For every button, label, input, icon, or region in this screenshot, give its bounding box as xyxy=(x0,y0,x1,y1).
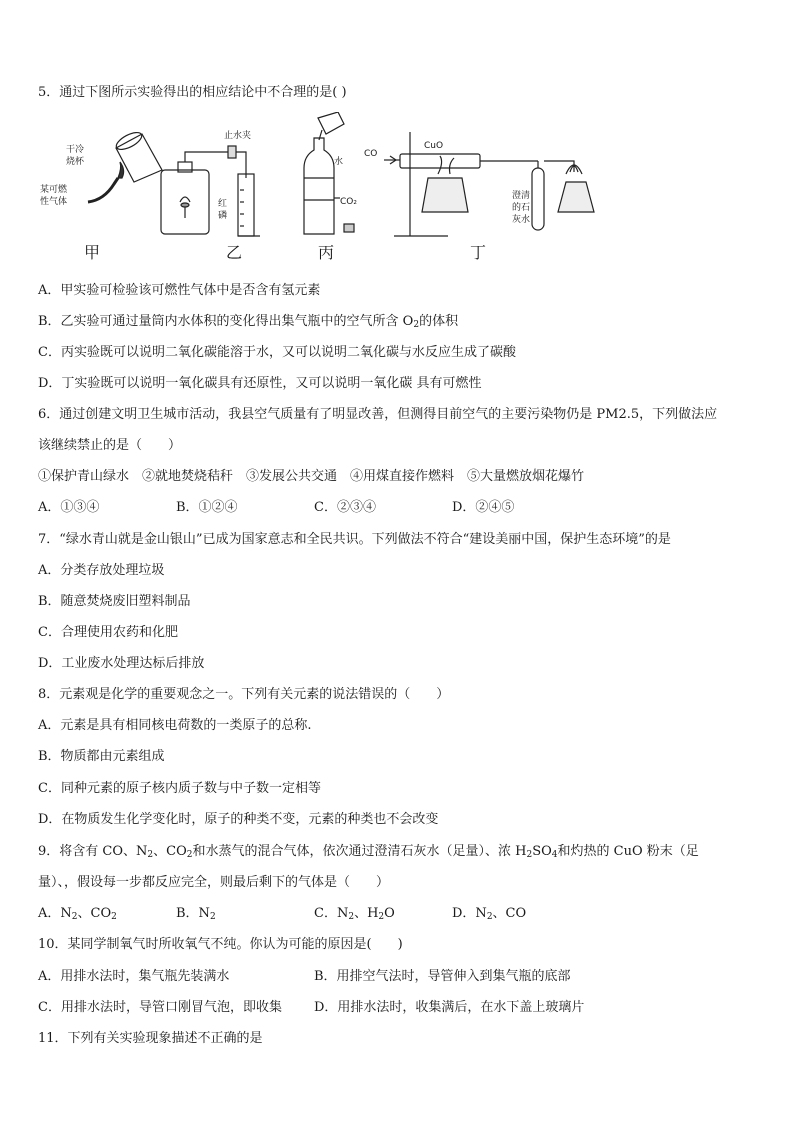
q6-option-b: B．①②④ xyxy=(176,500,238,515)
jar-apparatus-yi xyxy=(161,146,260,236)
q8-option-a: A．元素是具有相同核电荷数的一类原子的总称. xyxy=(38,718,312,733)
label-co: CO xyxy=(364,149,378,159)
label-co2: CO₂ xyxy=(340,197,357,207)
bottle-apparatus-bing xyxy=(304,112,354,234)
caption-ding: 丁 xyxy=(470,243,487,262)
q9-stem-line2: 量）、，假设每一步都反应完全，则最后剩下的气体是（ ） xyxy=(38,875,390,890)
q10-stem: 10．某同学制氧气时所收氧气不纯。你认为可能的原因是( ) xyxy=(38,937,403,952)
label-water: 水 xyxy=(334,157,344,167)
q9-stem-line1: 9．将含有 CO、$N_2$、$CO_2$和水蒸气的混合气体，依次通过澄清石灰水（足量）、浓 $H_2SO_4$和灼热的 CuO 粉末（足 xyxy=(38,844,699,860)
label-lime-1: 澄清 xyxy=(512,191,531,201)
q8-option-d: D．在物质发生化学变化时，原子的种类不变，元素的种类也不会改变 xyxy=(38,812,439,827)
q9-option-b: B．$N_2$ xyxy=(176,906,216,922)
q5-option-c: C．丙实验既可以说明二氧化碳能溶于水，又可以说明二氧化碳与水反应生成了碳酸 xyxy=(38,345,516,360)
tube-apparatus-ding xyxy=(384,132,594,236)
beaker-apparatus-jia xyxy=(88,129,162,202)
label-clamp: 止水夹 xyxy=(224,131,252,141)
q7-option-c: C．合理使用农药和化肥 xyxy=(38,625,178,640)
label-lime-2: 的石 xyxy=(512,203,531,213)
q5-option-a: A．甲实验可检验该可燃性气体中是否含有氢元素 xyxy=(38,283,321,298)
q8-option-b: B．物质都由元素组成 xyxy=(38,749,165,764)
label-gas-1: 某可燃 xyxy=(40,185,68,195)
caption-bing: 丙 xyxy=(318,243,335,262)
q7-option-d: D．工业废水处理达标后排放 xyxy=(38,656,205,671)
q6-option-a: A．①③④ xyxy=(38,500,100,515)
q9-option-d: D．$N_2$、CO xyxy=(452,906,527,922)
q9-option-a: A．$N_2$、$CO_2$ xyxy=(38,906,117,922)
q10-option-b: B．用排空气法时，导管伸入到集气瓶的底部 xyxy=(314,969,571,984)
q8-option-c: C．同种元素的原子核内质子数与中子数一定相等 xyxy=(38,781,321,796)
q6-stem-line1: 6．通过创建文明卫生城市活动，我县空气质量有了明显改善，但测得目前空气的主要污染物仍是 PM2.5，下列做法应 xyxy=(38,407,718,422)
q6-option-c: C．②③④ xyxy=(314,500,376,515)
label-cuo: CuO xyxy=(424,141,444,151)
q11-stem: 11．下列有关实验现象描述不正确的是 xyxy=(38,1031,263,1046)
q6-option-d: D．②④⑤ xyxy=(452,500,515,515)
q6-items: ①保护青山绿水 ②就地焚烧秸秆 ③发展公共交通 ④用煤直接作燃料 ⑤大量燃放烟花爆竹 xyxy=(38,469,585,484)
label-gas-2: 性气体 xyxy=(40,197,68,207)
label-phos-1: 红 xyxy=(218,199,228,209)
label-cold-beaker-2: 烧杯 xyxy=(66,157,85,167)
q5-stem: 5．通过下图所示实验得出的相应结论中不合理的是( ) xyxy=(38,85,347,100)
q8-stem: 8．元素观是化学的重要观念之一。下列有关元素的说法错误的（ ） xyxy=(38,687,450,702)
q10-option-c: C．用排水法时，导管口刚冒气泡，即收集 xyxy=(38,1000,282,1015)
q7-stem: 7．“绿水青山就是金山银山”已成为国家意志和全民共识。下列做法不符合“建设美丽中国，保护生态环境”的是 xyxy=(38,532,671,547)
q10-option-d: D．用排水法时，收集满后，在水下盖上玻璃片 xyxy=(314,1000,585,1015)
q7-option-a: A．分类存放处理垃圾 xyxy=(38,563,165,578)
label-lime-3: 灰水 xyxy=(512,215,531,225)
q5-option-d: D．丁实验既可以说明一氧化碳具有还原性，又可以说明一氧化碳 具有可燃性 xyxy=(38,376,482,391)
label-phos-2: 磷 xyxy=(218,211,228,221)
caption-jia: 甲 xyxy=(84,243,101,262)
q5-figure xyxy=(38,112,598,264)
q9-option-c: C．$N_2$、$H_2O$ xyxy=(314,906,395,922)
q6-stem-line2: 该继续禁止的是（ ） xyxy=(38,438,182,453)
q5-option-b: B．乙实验可通过量筒内水体积的变化得出集气瓶中的空气所含 $O_2$的体积 xyxy=(38,314,459,330)
q7-option-b: B．随意焚烧废旧塑料制品 xyxy=(38,594,191,609)
q10-option-a: A．用排水法时，集气瓶先装满水 xyxy=(38,969,230,984)
caption-yi: 乙 xyxy=(226,243,243,262)
label-cold-beaker-1: 干冷 xyxy=(66,145,85,155)
